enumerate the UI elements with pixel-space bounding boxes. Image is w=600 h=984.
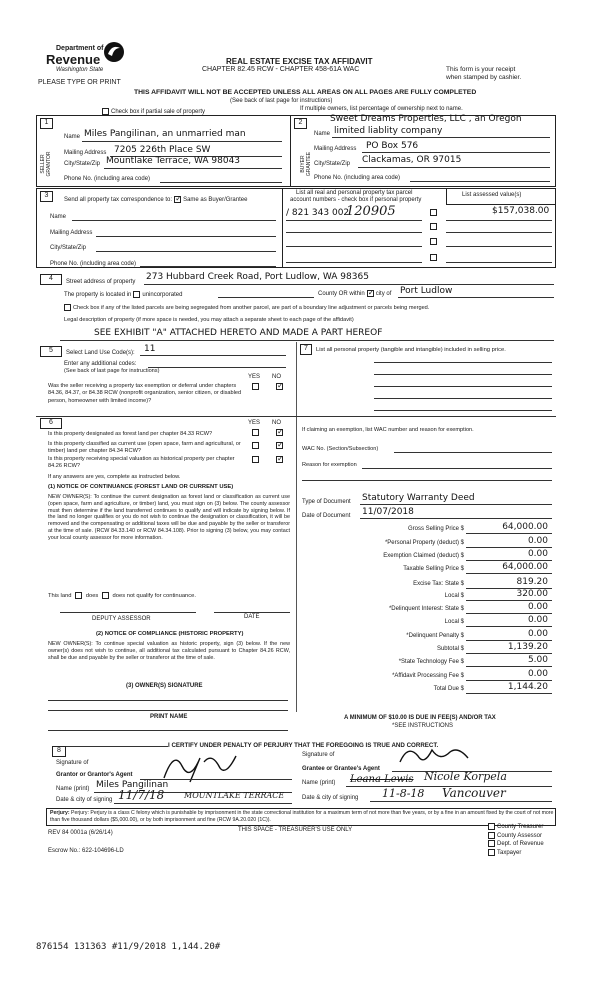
fee-value: 320.00 [516,589,548,599]
historic-yes-checkbox[interactable] [252,456,259,463]
copy-checkbox[interactable] [488,849,495,856]
treasurer-use: THIS SPACE - TREASURER'S USE ONLY [238,827,353,833]
additional-codes-label: Enter any additional codes: [64,361,137,367]
dept-line2: Revenue [46,52,101,67]
notice1-title: (1) NOTICE OF CONTINUANCE (FOREST LAND OR CURRENT USE) [48,484,234,490]
notice1-body: NEW OWNER(S): To continue the current designation as forest land or classification as current use (open space, farm and agriculture, or timber) land, you must sign on (3) below. The county assessor must then determine if the land transferred continues to qualify and will indicate by signing below. If the land no longer qualifies or you do not wish to continue the designation or classification, it will be removed and the compensating or additional taxes will be due and payable by the seller or transferor at the time of sale. (RCW 84.33.140 or RCW 84.34.108). Prior to signing (3) below, you may contact your local county assessor for more information. [48,494,290,541]
copy-item [486,832,544,841]
fee-label: *Affidavit Processing Fee $ [392,673,464,679]
send-label-text: Send all property tax correspondence to: [64,197,173,204]
buyer-mailing: PO Box 576 [366,141,419,151]
seller-city: Mountlake Terrace, WA 98043 [106,156,241,166]
fee-label: Local $ [444,619,464,625]
buyer-name-label: Name [314,131,331,137]
seller-mailing: 7205 226th Place SW [114,145,211,155]
wac-no-label: WAC No. (Section/Subsection) [302,446,379,452]
cashier-stamp: 876154 131363 #11/9/2018 1,144.20# [36,942,221,952]
assessed-header: List assessed value(s) [462,192,522,198]
section-5-number: 5 [40,346,62,357]
parcel-header-2: account numbers - check box if personal property [290,197,422,203]
fee-label: Total Due $ [433,686,464,692]
copy-distribution [486,823,544,858]
doc-date: 11/07/2018 [362,507,414,517]
unincorporated-label: unincorporated [142,292,183,299]
grantee-date-label: Date & city of signing [302,795,359,801]
grantor-name: Miles Pangilinan [96,780,169,790]
buyer-mailing-label: Mailing Address [314,146,357,152]
form-chapter: CHAPTER 82.45 RCW - CHAPTER 458-61A WAC [202,66,360,73]
fee-value: 0.00 [527,615,548,625]
fee-label: Taxable Selling Price $ [403,566,464,572]
s5-no: NO [272,374,281,380]
fee-underline [466,560,552,561]
dor-logo [42,40,122,76]
buyer-side-label: BUYER GRANTEE [300,151,312,177]
parcel-number: / 821 343 002 [286,208,350,218]
grantee-struck-name: Leana Lewis [350,774,414,785]
reason-label: Reason for exemption [302,462,357,468]
fee-label: *State Technology Fee $ [398,659,464,665]
perjury-body: Perjury: Perjury is a class C felony which is punishable by imprisonment in the state correctional institution for a maximum term of not more than five years, or by a fine in an amount fixed by the court of not more than five thousand dollars ($5,000.00), or by both imprisonment and fine (RCW 9A.20.020 (1C)). [50,810,554,823]
historic-no-checkbox[interactable] [276,456,283,463]
fee-underline [466,680,552,681]
doc-type: Statutory Warranty Deed [362,493,475,503]
segregated-checkbox[interactable] [64,304,71,311]
copy-checkbox[interactable] [488,832,495,839]
parcel-header-1: List all real and personal property tax parcel [296,190,413,196]
fee-underline [466,666,552,667]
city-of-label: city of [375,291,392,298]
grantor-sig-label: Signature of [56,760,89,766]
copy-checkbox[interactable] [488,840,495,847]
fee-value: 819.20 [516,577,548,587]
county-label: County OR within [318,291,365,298]
fee-value: 0.00 [527,549,548,559]
fee-label: Subtotal $ [436,646,464,652]
seller-name: Miles Pangilinan, an unmarried man [84,129,246,139]
minimum-note-1: A MINIMUM OF $10.00 IS DUE IN FEE(S) AND/OR TAX [344,715,496,721]
county-line [318,290,391,297]
parcel-personal-checkbox-4[interactable] [430,254,437,261]
fee-label: *Delinquent Penalty $ [406,633,464,639]
fee-value: 0.00 [527,629,548,639]
send-label [64,196,247,203]
seller-side-label: SELLER GRANTOR [40,151,52,177]
exemption-question: Was the seller receiving a property tax exemption or deferral under chapters 84.36, 84.37, or 84.38 RCW (nonprofit organization, senior citizen, or disabled person, homeowner with limited income)? [48,383,242,404]
street-label: Street address of property [66,279,136,285]
segregated-line [62,304,429,311]
fee-label: Local $ [444,593,464,599]
copy-label: County Assessor [497,832,543,839]
copy-item [486,840,544,849]
fee-underline [466,533,552,534]
segregated-text: Check box if any of the listed parcels are being segregated from another parcel, are part of a boundary line adjustment or parcels being merged. [73,304,430,311]
dept-line3: Washington State [56,67,104,73]
section-1-number: 1 [40,118,53,129]
fee-underline [466,693,552,694]
grantee-date: 11-8-18 [382,787,425,800]
doc-date-label: Date of Document [302,513,351,519]
property-city: Port Ludlow [400,286,453,296]
s3-phone-label: Phone No. (including area code) [50,261,137,267]
copy-label: Taxpayer [497,850,522,857]
grantor-date-label: Date & city of signing [56,797,113,803]
q-current-use: Is this property classified as current use (open space, farm and agricultural, or timber) land per chapter 84.34 RCW? [48,441,241,454]
forest-yes-checkbox[interactable] [252,429,259,436]
same-as-buyer-checkbox[interactable] [174,196,181,203]
unincorporated-checkbox[interactable] [133,291,140,298]
grantor-date: 11/7/18 [118,788,165,802]
form-title: REAL ESTATE EXCISE TAX AFFIDAVIT [226,57,373,66]
grantor-name-label: Name (print) [56,786,90,792]
owner-signature-label: (3) OWNER(S) SIGNATURE [126,683,203,689]
fee-underline [466,653,552,654]
exemption-yes-checkbox[interactable] [252,383,259,390]
current-use-yes-checkbox[interactable] [252,442,259,449]
revenue-swirl-icon [102,40,126,64]
current-use-no-checkbox[interactable] [276,442,283,449]
dept-line1: Department of [56,45,104,52]
street-address: 273 Hubbard Creek Road, Port Ludlow, WA 98365 [146,272,369,282]
does-not-qualify-checkbox[interactable] [102,592,109,599]
section-7-number: 7 [300,344,312,355]
section-3-number: 3 [40,191,53,202]
seller-name-label: Name [64,134,81,140]
fee-label: Excise Tax: State $ [413,581,464,587]
fee-underline [466,640,552,641]
s5-yes: YES [248,374,261,380]
rev-number: REV 84 0001a (6/26/14) [48,830,113,836]
multiple-owners: If multiple owners, list percentage of ownership next to name. [300,106,463,112]
fee-label: Gross Selling Price $ [407,526,464,532]
s6-yes: YES [248,420,261,426]
fee-underline [466,600,552,601]
print-name-label: PRINT NAME [150,714,188,720]
doc-type-label: Type of Document [302,499,351,505]
parcel-personal-checkbox-2[interactable] [430,223,437,230]
buyer-city: Clackamas, OR 97015 [362,155,462,165]
certify-statement: I CERTIFY UNDER PENALTY OF PERJURY THAT THE FOREGOING IS TRUE AND CORRECT. [168,742,439,749]
receipt-note-2: when stamped by cashier. [446,74,522,81]
grantee-agent-label: Grantee or Grantee's Agent [302,766,380,772]
escrow-number: Escrow No.: 622-104696-LD [48,848,124,854]
qualify-line: This land does does not qualify for continuance. [48,593,197,600]
perjury-text: Perjury: Perjury: Perjury is a class C felony which is punishable by imprisonment in the state correctional institution for a maximum term of not more than five years, or by a fine in an amount fixed by the court of not more than five thousand dollars ($5,000.00), or by both imprisonment and fine (RCW 9A.20.020 (1C)). [50,810,554,823]
copy-item [486,849,544,858]
land-use-label: Select Land Use Code(s): [66,350,135,356]
buyer-name-line1: Sweet Dreams Properties, LLC , an Oregon [330,114,522,124]
grantor-agent-label: Grantor or Grantor's Agent [56,772,133,778]
fee-underline [466,573,552,574]
notice2-title: (2) NOTICE OF COMPLIANCE (HISTORIC PROPERTY) [96,631,244,637]
located-label: The property is located in [64,292,132,299]
fee-value: 5.00 [527,655,548,665]
grantee-city: Vancouver [442,786,506,800]
fee-value: 64,000.00 [502,522,548,532]
buyer-phone-label: Phone No. (including area code) [314,175,401,181]
copy-label: County Treasurer [497,824,544,831]
grantee-sig-label: Signature of [302,752,335,758]
copy-checkbox[interactable] [488,823,495,830]
fee-label: *Personal Property (deduct) $ [384,540,464,546]
same-as-buyer-label: Same as Buyer/Grantee [183,197,248,204]
see-back: (See back of last page for instructions) [230,98,333,104]
fee-value: 64,000.00 [502,562,548,572]
fee-value: 0.00 [527,602,548,612]
grantor-city: MOUNTLAKE TERRACE [184,791,285,800]
exhibit: SEE EXHIBIT "A" ATTACHED HERETO AND MADE A PART HEREOF [94,328,383,338]
located-line [64,291,182,298]
fee-label: Exemption Claimed (deduct) $ [383,553,464,559]
grantee-name-label: Name (print) [302,780,336,786]
parcel-handwritten: 120905 [346,204,396,219]
parcel-personal-checkbox-3[interactable] [430,238,437,245]
receipt-note-1: This form is your receipt [446,66,516,73]
fee-label: *Delinquent Interest: State $ [388,606,464,612]
q-historic: Is this property receiving special valuation as historical property per chapter 84.26 RCW? [48,456,235,469]
grantee-name: Nicole Korpela [424,770,507,783]
legal-text: Legal description of property (if more space is needed, you may attach a separate sheet to each page of the affidavit) [64,317,354,323]
q-forest-land: Is this property designated as forest land per chapter 84.33 RCW? [48,431,213,437]
fee-underline [466,613,552,614]
copy-label: Dept. of Revenue [497,841,544,848]
additional-codes-note: (See back of last page for instructions) [64,368,160,374]
city-of-checkbox[interactable] [367,290,374,297]
fee-underline [466,626,552,627]
minimum-note-2: *SEE INSTRUCTIONS [392,723,454,729]
section-2-number: 2 [294,118,307,129]
land-use-code: 11 [144,344,156,354]
wac-claim-text: If claiming an exemption, list WAC number and reason for exemption. [302,427,474,433]
copy-item [486,823,544,832]
fee-underline [466,547,552,548]
section-8-number: 8 [52,746,66,757]
notice2-body: NEW OWNER(S): To continue special valuation as historic property, sign (3) below. If the new owner(s) does not wish to continue, all additional tax calculated pursuant to Chapter 84.26 RCW, shall be due and payable by the seller or transferor at the time of sale. [48,641,290,661]
buyer-name-line2: limited liablity company [334,126,443,136]
seller-city-label: City/State/Zip [64,161,101,167]
deputy-assessor: DEPUTY ASSESSOR [92,616,151,622]
warning: THIS AFFIDAVIT WILL NOT BE ACCEPTED UNLESS ALL AREAS ON ALL PAGES ARE FULLY COMPLETED [134,89,477,96]
grantee-signature-icon [396,742,476,770]
please-type: PLEASE TYPE OR PRINT [38,79,121,86]
fee-value: 0.00 [527,669,548,679]
section-4-number: 4 [40,274,62,285]
fee-value: 1,139.20 [507,642,548,652]
partial-sale-label: Check box if partial sale of property [111,109,206,116]
assessed-value: $157,038.00 [492,206,550,216]
fee-value: 0.00 [527,536,548,546]
any-yes-text: If any answers are yes, complete as instructed below. [48,474,181,480]
qualifies-checkbox[interactable] [75,592,82,599]
fee-value: 1,144.20 [507,682,548,692]
buyer-city-label: City/State/Zip [314,161,351,167]
s3-name-label: Name [50,214,67,220]
s3-city-label: City/State/Zip [50,245,87,251]
personal-property-text: List all personal property (tangible and intangible) included in selling price. [316,347,506,353]
s3-mailing-label: Mailing Address [50,230,93,236]
exemption-no-checkbox[interactable] [276,383,283,390]
partial-sale-checkbox[interactable] [102,108,109,115]
s6-no: NO [272,420,281,426]
seller-mailing-label: Mailing Address [64,150,107,156]
parcel-personal-checkbox-1[interactable] [430,209,437,216]
seller-phone-label: Phone No. (including area code) [64,176,151,182]
section-6-number: 6 [40,418,62,429]
forest-no-checkbox[interactable] [276,429,283,436]
deputy-date: DATE [244,614,260,620]
